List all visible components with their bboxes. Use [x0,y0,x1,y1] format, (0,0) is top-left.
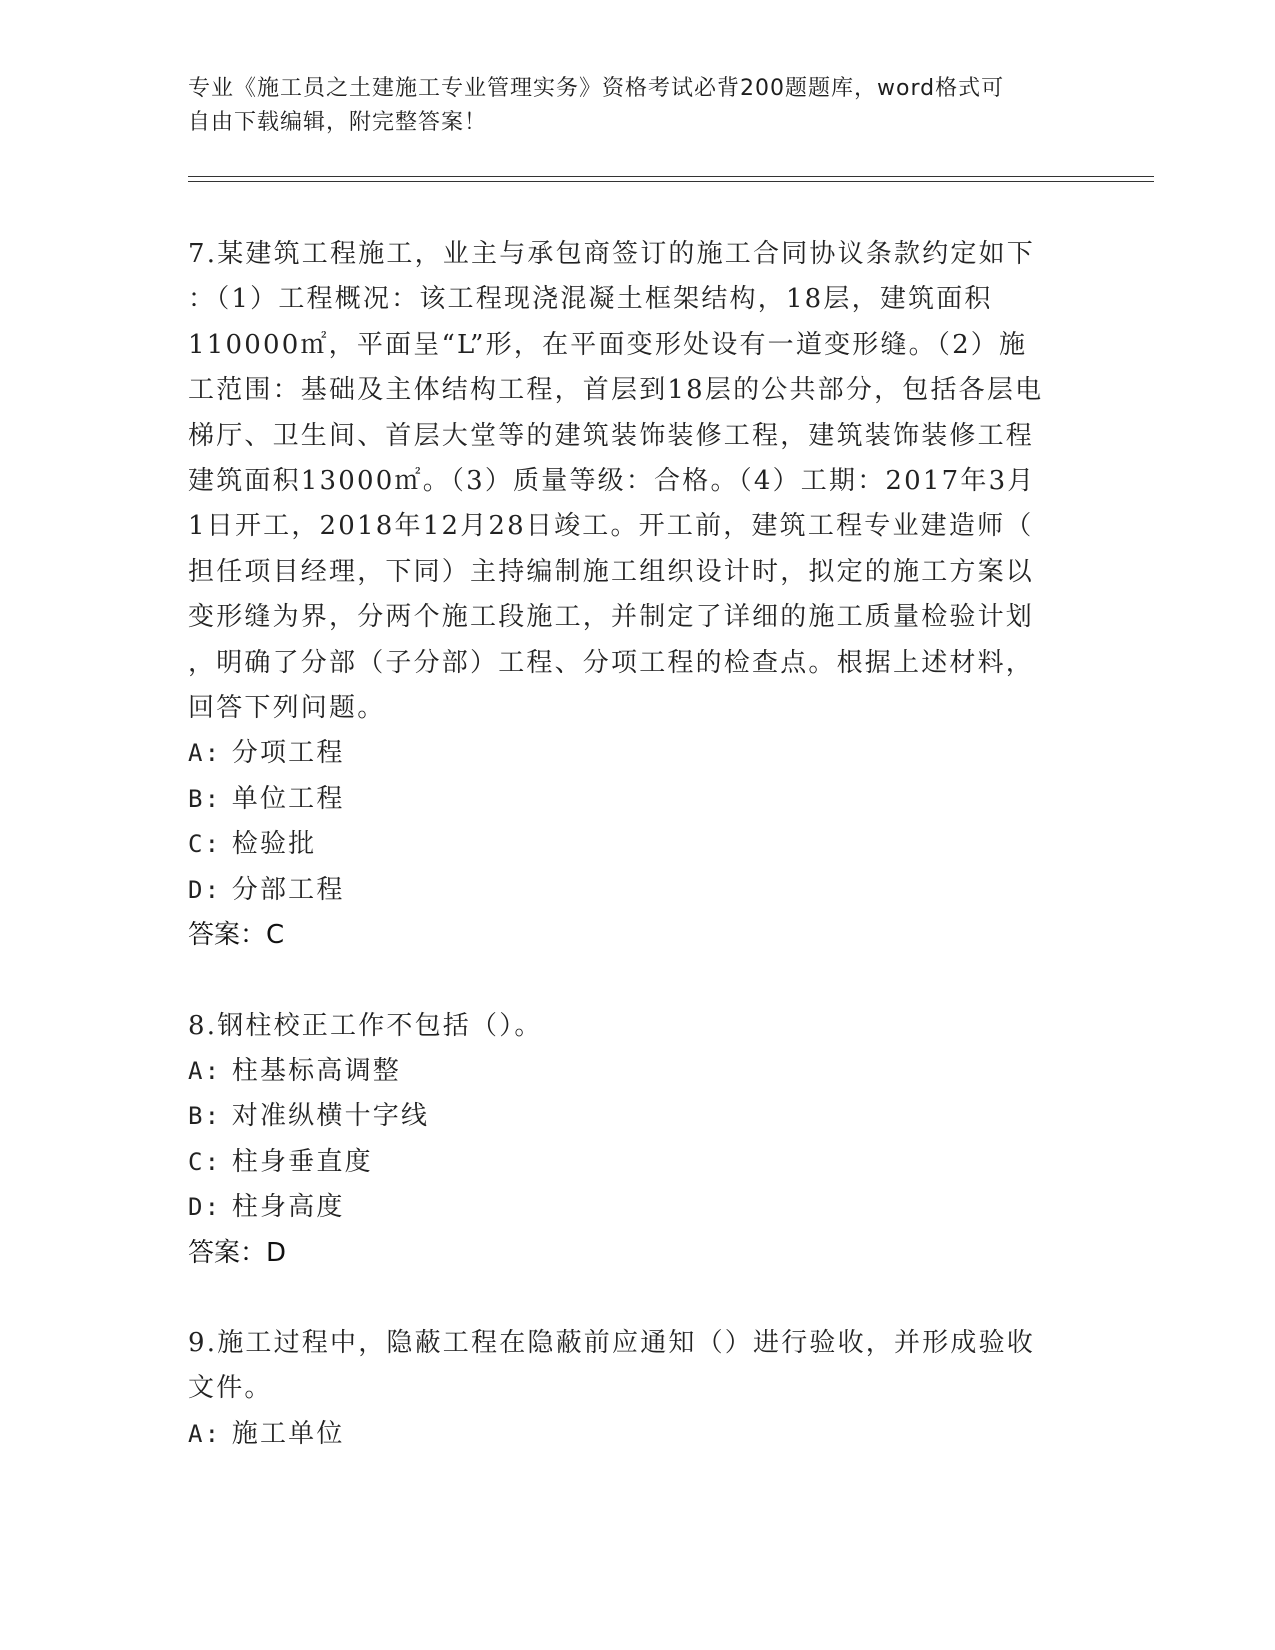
question-7-option-b [188,777,1088,822]
question-8-option-b [188,1094,1088,1139]
question-9-option-a [188,1412,1088,1457]
option-text: 柱身垂直度 [231,1146,373,1177]
question-7-line-5: 梯厅、卫生间、首层大堂等的建筑装饰装修工程，建筑装饰装修工程 [188,420,1035,451]
question-7-option-c [188,822,1088,867]
question-list [188,232,1088,1457]
question-7-answer: 答案：C [188,920,285,951]
question-7-option-d [188,868,1088,913]
question-7-line-10: ，明确了分部（子分部）工程、分项工程的检查点。根据上述材料， [188,647,1035,678]
question-9 [188,1321,1088,1457]
option-text: 柱身高度 [231,1192,345,1223]
question-spacer [188,1276,1088,1321]
question-7 [188,232,1088,959]
option-text: 单位工程 [231,783,345,814]
question-7-line-1: 7.某建筑工程施工，业主与承包商签订的施工合同协议条款约定如下 [188,239,1036,269]
header-divider-top [188,176,1154,177]
question-8-option-d [188,1185,1088,1230]
question-7-line-6: 建筑面积13000㎡。（3）质量等级：合格。（4）工期：2017年3月 [188,466,1036,497]
option-text: 分部工程 [231,874,345,905]
option-key: C: [188,830,222,859]
question-7-line-8: 担任项目经理，下同）主持编制施工组织设计时，拟定的施工方案以 [188,556,1035,587]
option-key: C: [188,1147,222,1176]
option-key: B: [188,784,222,813]
question-7-line-11: 回答下列问题。 [188,693,386,724]
option-key: A: [188,739,222,768]
header-divider-bottom [188,181,1154,182]
question-7-line-2: ：（1）工程概况：该工程现浇混凝土框架结构，18层，建筑面积 [188,284,993,315]
question-7-line-7: 1日开工，2018年12月28日竣工。开工前，建筑工程专业建造师（ [188,511,1034,542]
question-spacer [188,959,1088,1004]
question-8-option-a [188,1049,1088,1094]
question-8-answer: 答案：D [188,1237,287,1268]
option-text: 对准纵横十字线 [231,1101,430,1132]
question-7-line-3: 110000㎡，平面呈“L”形，在平面变形处设有一道变形缝。（2）施 [188,329,1028,360]
option-text: 检验批 [231,829,317,860]
question-7-option-a [188,731,1088,776]
option-text: 施工单位 [231,1418,345,1449]
header-line-1: 专业《施工员之土建施工专业管理实务》资格考试必背200题题库，word格式可 [188,76,1005,101]
question-8-line-1: 8.钢柱校正工作不包括（）。 [188,1010,543,1041]
question-8-option-c [188,1140,1088,1185]
question-7-line-4: 工范围：基础及主体结构工程，首层到18层的公共部分，包括各层电 [188,375,1044,406]
option-text: 柱基标高调整 [231,1055,401,1086]
question-8 [188,1004,1088,1276]
question-7-line-9: 变形缝为界，分两个施工段施工，并制定了详细的施工质量检验计划 [188,602,1035,633]
option-key: B: [188,1102,222,1131]
option-key: D: [188,875,222,904]
option-key: A: [188,1419,222,1448]
question-9-line-1: 9.施工过程中，隐蔽工程在隐蔽前应通知（）进行验收，并形成验收 [188,1327,1036,1358]
option-key: A: [188,1056,222,1085]
question-9-line-2: 文件。 [188,1373,273,1404]
document-header [188,72,1088,140]
option-key: D: [188,1193,222,1222]
option-text: 分项工程 [231,738,345,769]
header-line-2: 自由下载编辑，附完整答案！ [188,110,488,135]
